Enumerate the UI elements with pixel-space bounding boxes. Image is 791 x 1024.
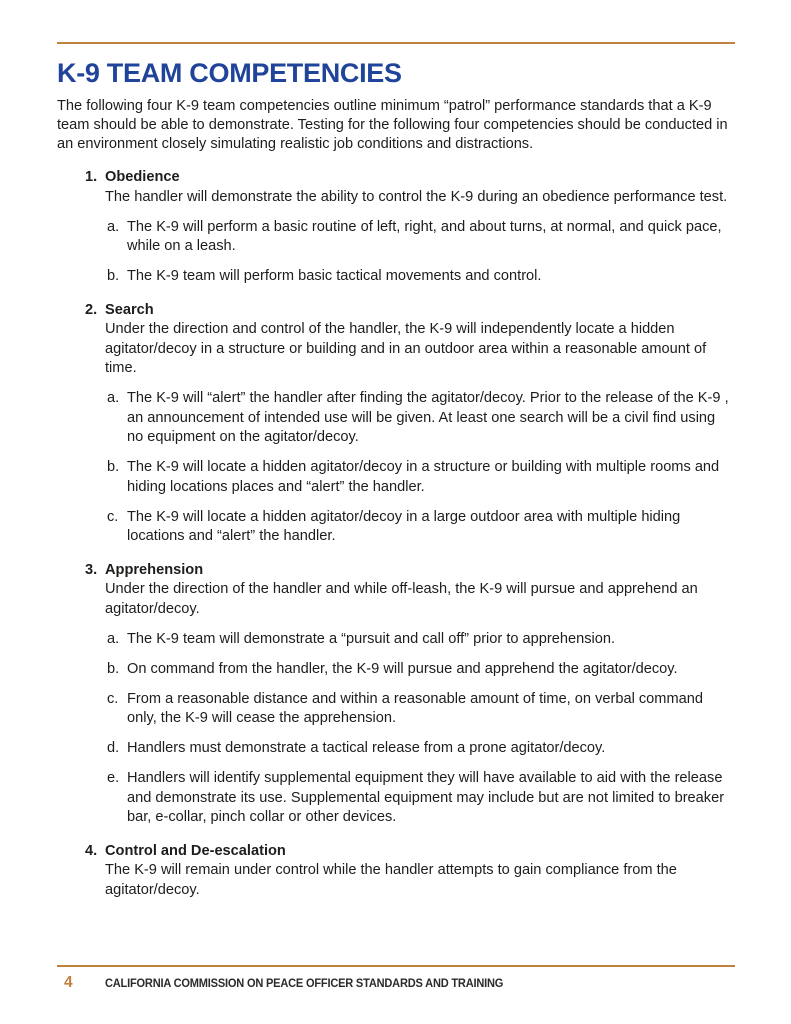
- sub-item-letter: a.: [107, 218, 120, 235]
- competency-number: 1.: [85, 169, 98, 185]
- sub-item-letter: e.: [107, 770, 120, 786]
- competency-section-search: [85, 301, 735, 547]
- sub-item-text: The K-9 will locate a hidden agitator/decoy in a structure or building with multiple rooms and hiding locations places and “alert” the handler.: [127, 459, 720, 495]
- sub-item: [107, 458, 735, 497]
- competency-description: The K-9 will remain under control while the handler attempts to gain compliance from the agitator/decoy.: [105, 862, 677, 898]
- top-divider: [57, 42, 735, 44]
- sub-item: [107, 769, 735, 828]
- sub-item: [107, 690, 735, 729]
- sub-item-letter: b.: [107, 459, 120, 475]
- sub-item-letter: b.: [107, 660, 120, 677]
- competency-description: The handler will demonstrate the ability to control the K-9 during an obedience performance test.: [105, 188, 728, 205]
- competency-body: [105, 168, 735, 287]
- sub-item-letter: b.: [107, 268, 120, 284]
- sub-item: [107, 630, 735, 650]
- competency-number: 2.: [85, 301, 98, 318]
- sub-item-text: The K-9 team will demonstrate a “pursuit and call off” prior to apprehension.: [127, 630, 616, 647]
- sub-item: [107, 267, 735, 287]
- competency-heading: Apprehension: [105, 561, 204, 578]
- page-footer: [57, 974, 735, 992]
- intro-paragraph: The following four K-9 team competencies outline minimum “patrol” performance standards that a K-9 team should be able to demonstrate. Testing for the following four competencies should be conducted in an environment closely simulating realistic job conditions and distractions.: [57, 98, 728, 152]
- page-content: [57, 42, 735, 900]
- page-number: 4: [64, 974, 73, 991]
- sub-item-letter: a.: [107, 630, 120, 647]
- footer-text: CALIFORNIA COMMISSION ON PEACE OFFICER STANDARDS AND TRAINING: [105, 978, 504, 990]
- footer-divider: [57, 965, 735, 967]
- competency-heading: Control and De-escalation: [105, 842, 286, 859]
- competency-body: [105, 561, 735, 828]
- sub-item: [107, 389, 735, 448]
- sub-item-letter: c.: [107, 508, 119, 525]
- sub-item-text: The K-9 team will perform basic tactical movements and control.: [127, 268, 542, 284]
- sub-item-text: Handlers must demonstrate a tactical release from a prone agitator/decoy.: [127, 740, 606, 756]
- competency-number: 4.: [85, 842, 98, 859]
- sub-item-text: Handlers will identify supplemental equipment they will have available to aid with the release and demonstrate its use. Supplemental equipment may include but are not limited to breaker bar, e-collar, pinch collar or other devices.: [127, 770, 725, 825]
- competency-heading: Search: [105, 301, 154, 318]
- sub-item-text: The K-9 will locate a hidden agitator/decoy in a large outdoor area with multiple hiding locations and “alert” the handler.: [127, 508, 681, 544]
- sub-item: [107, 218, 735, 257]
- sub-item-text: On command from the handler, the K-9 will pursue and apprehend the agitator/decoy.: [127, 660, 678, 677]
- sub-item-text: The K-9 will “alert” the handler after finding the agitator/decoy. Prior to the release of the K-9 , an announcement of intended use will be given. At least one search will be a civil find using no equipment on the agitator/decoy.: [127, 390, 729, 445]
- sub-item-text: From a reasonable distance and within a reasonable amount of time, on verbal command only, the K-9 will cease the apprehension.: [127, 690, 703, 726]
- competency-body: [105, 842, 735, 901]
- page-title: K-9 TEAM COMPETENCIES: [57, 58, 402, 88]
- competency-heading: Obedience: [105, 169, 180, 185]
- sub-item-letter: c.: [107, 690, 119, 707]
- sub-item-letter: d.: [107, 740, 120, 756]
- competency-section-obedience: [85, 168, 735, 287]
- sub-item-letter: a.: [107, 390, 120, 406]
- sub-item: [107, 660, 735, 680]
- competency-section-apprehension: [85, 561, 735, 828]
- sub-item: [107, 739, 735, 759]
- competency-description: Under the direction of the handler and while off-leash, the K-9 will pursue and apprehend an agitator/decoy.: [105, 581, 698, 617]
- sub-item-text: The K-9 will perform a basic routine of left, right, and about turns, at normal, and quick pace, while on a leash.: [127, 218, 722, 254]
- competency-body: [105, 301, 735, 547]
- competency-number: 3.: [85, 561, 98, 578]
- competency-description: Under the direction and control of the handler, the K-9 will independently locate a hidden agitator/decoy in a structure or building and in an outdoor area within a reasonable amount of time.: [105, 321, 707, 376]
- competency-section-control-de-escalation: [85, 842, 735, 901]
- sub-item: [107, 508, 735, 547]
- competency-list: [57, 168, 735, 900]
